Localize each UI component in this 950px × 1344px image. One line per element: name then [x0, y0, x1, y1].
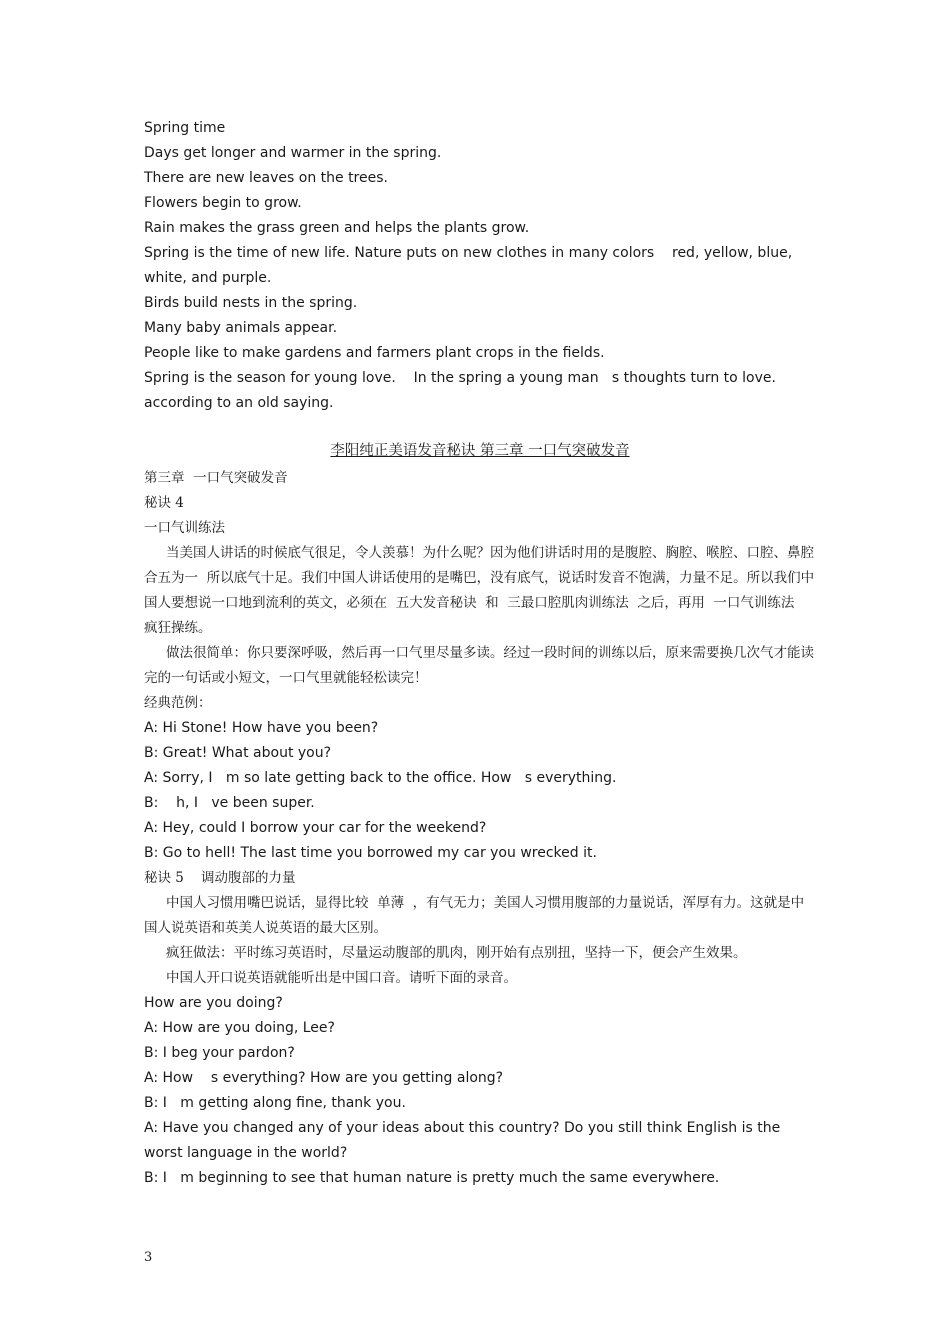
paragraph: 中国人开口说英语就能听出是中国口音。请听下面的录音。: [166, 970, 517, 986]
dialogue-line: A: How s everything? How are you getting along?: [144, 1070, 504, 1086]
passage-line: Days get longer and warmer in the spring.: [144, 145, 442, 161]
passage-line: Spring time: [144, 120, 226, 136]
paragraph: 中国人习惯用嘴巴说话，显得比较 单薄 ，有气无力；美国人习惯用腹部的力量说话，浑厚有力。这就是中国人说英语和英美人说英语的最大区别。: [144, 895, 805, 936]
secret4-subtitle: 一口气训练法: [144, 520, 225, 536]
dialogue-line: A: Have you changed any of your ideas about this country? Do you still think English is the: [144, 1120, 781, 1136]
dialogue-line: A: Hi Stone! How have you been?: [144, 720, 379, 736]
dialogue-line: How are you doing?: [144, 995, 283, 1011]
passage-line: white, and purple.: [144, 270, 272, 286]
secret5-heading: 秘诀 5 调动腹部的力量: [144, 870, 296, 886]
passage-line: Spring is the time of new life. Nature puts on new clothes in many colors red, yellow, blue,: [144, 245, 793, 261]
paragraph: 当美国人讲话的时候底气很足，令人羡慕！为什么呢？因为他们讲话时用的是腹腔、胸腔、喉腔、口腔、鼻腔 合五为一 所以底气十足。我们中国人讲话使用的是嘴巴，没有底气，说话时发音不饱满，力量不足。所以我们中国人要想说一口地到流利的英文，必须在 五大发音秘诀 和 三最口腔肌肉训练法 之后，再用 一口气训练法 疯狂操练。: [144, 545, 823, 636]
dialogue-line: B: h, I ve been super.: [144, 795, 315, 811]
dialogue-line: B: Great! What about you?: [144, 745, 332, 761]
passage-line: Birds build nests in the spring.: [144, 295, 358, 311]
dialogue-line: B: Go to hell! The last time you borrowed my car you wrecked it.: [144, 845, 597, 861]
chapter-heading: 第三章 一口气突破发音: [144, 470, 288, 486]
paragraph: 疯狂做法：平时练习英语时，尽量运动腹部的肌肉，刚开始有点别扭，坚持一下，便会产生效果。: [166, 945, 747, 961]
secret4-heading: 秘诀 4: [144, 495, 184, 511]
examples-label: 经典范例：: [144, 695, 212, 711]
dialogue-line: B: I m getting along fine, thank you.: [144, 1095, 406, 1111]
page-number: 3: [144, 1250, 153, 1265]
dialogue-line: A: Hey, could I borrow your car for the weekend?: [144, 820, 487, 836]
spring-passage: [144, 116, 816, 416]
dialogue-line: A: Sorry, I m so late getting back to the office. How s everything.: [144, 770, 617, 786]
chapter-title: [144, 439, 816, 464]
chapter-title-text: 李阳纯正美语发音秘诀 第三章 一口气突破发音: [330, 443, 630, 459]
passage-line: Spring is the season for young love. In the spring a young man s thoughts turn to love.: [144, 370, 776, 386]
paragraph: 做法很简单：你只要深呼吸，然后再一口气里尽量多读。经过一段时间的训练以后，原来需要换几次气才能读完的一句话或小短文，一口气里就能轻松读完！: [144, 645, 814, 686]
dialogue-line: worst language in the world?: [144, 1145, 348, 1161]
passage-line: according to an old saying.: [144, 395, 334, 411]
dialogue-line: B: I m beginning to see that human nature is pretty much the same everywhere.: [144, 1170, 720, 1186]
passage-line: People like to make gardens and farmers plant crops in the fields.: [144, 345, 605, 361]
chapter-body: [144, 466, 823, 1191]
passage-line: Rain makes the grass green and helps the plants grow.: [144, 220, 530, 236]
dialogue-line: B: I beg your pardon?: [144, 1045, 295, 1061]
passage-line: Many baby animals appear.: [144, 320, 338, 336]
dialogue-line: A: How are you doing, Lee?: [144, 1020, 335, 1036]
passage-line: Flowers begin to grow.: [144, 195, 302, 211]
passage-line: There are new leaves on the trees.: [144, 170, 388, 186]
